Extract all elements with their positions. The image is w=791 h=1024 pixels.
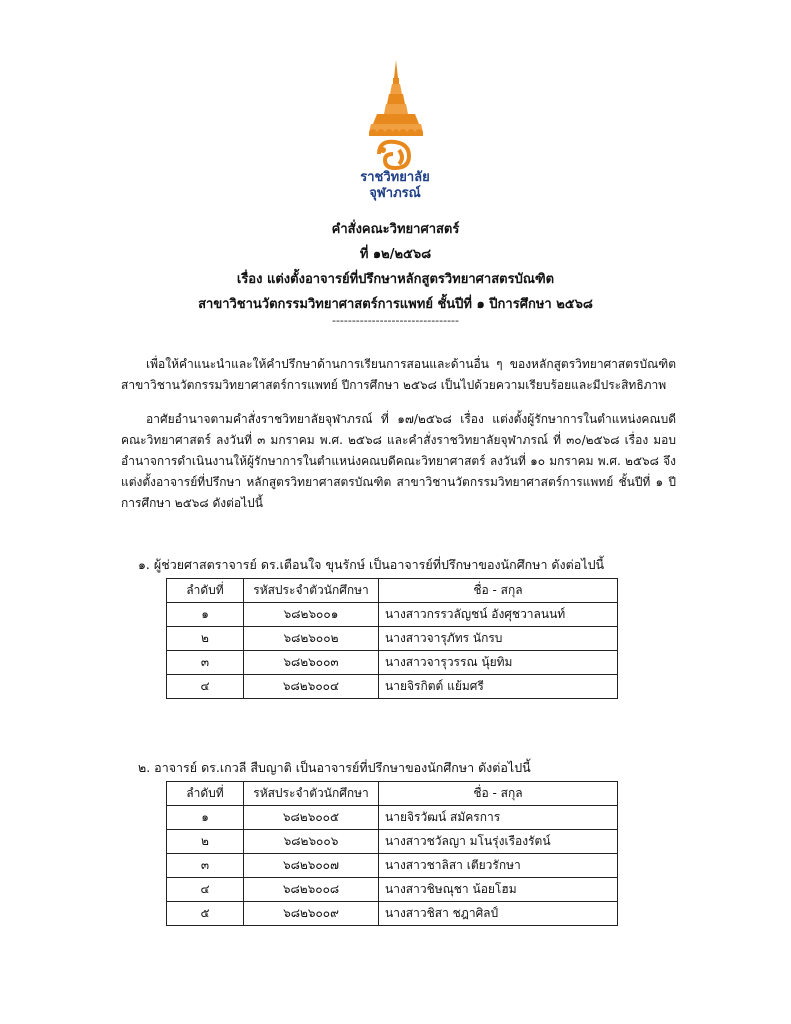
cell-no: ๕ [167,902,244,926]
cell-student-id: ๖๘๒๖๐๐๘ [244,878,379,902]
cell-name: นางสาวจารุวรรณ นุ้ยทิม [379,651,618,675]
cell-name: นายจิรวัฒน์ สมัครการ [379,806,618,830]
cell-student-id: ๖๘๒๖๐๐๙ [244,902,379,926]
table-row [167,830,618,854]
column-header-student-id: รหัสประจำตัวนักศึกษา [244,782,379,806]
cell-student-id: ๖๘๒๖๐๐๒ [244,627,379,651]
cell-name: นางสาวกรรวลัญชน์ อังศุชวาลนนท์ [379,603,618,627]
cell-no: ๔ [167,878,244,902]
table-row [167,675,618,699]
cell-name: นางสาวชวัลญา มโนรุ่งเรืองรัตน์ [379,830,618,854]
cell-no: ๒ [167,627,244,651]
column-header-student-id: รหัสประจำตัวนักศึกษา [244,579,379,603]
cell-no: ๓ [167,651,244,675]
table-row [167,878,618,902]
order-title: คำสั่งคณะวิทยาศาสตร์ [331,222,460,237]
cell-name: นางสาวจารุภัทร นักรบ [379,627,618,651]
subject-line-2: สาขาวิชานวัตกรรมวิทยาศาสตร์การแพทย์ ชั้นปีที่ ๑ ปีการศึกษา ๒๕๖๘ [198,297,593,312]
cell-student-id: ๖๘๒๖๐๐๖ [244,830,379,854]
order-number: ที่ ๑๒/๒๕๖๘ [359,247,432,262]
column-header-name: ชื่อ - สกุล [379,579,618,603]
cell-student-id: ๖๘๒๖๐๐๗ [244,854,379,878]
advisor-table-1 [166,578,618,699]
table-header-row [167,579,618,603]
cell-no: ๑ [167,603,244,627]
paragraph-purpose: เพื่อให้คำแนะนำและให้คำปรึกษาด้านการเรียนการสอนและด้านอื่น ๆ ของหลักสูตรวิทยาศาสตรบัณฑิต สาขาวิชานวัตกรรมวิทยาศาสตร์การแพทย์ ปีการศึกษา ๒๕๖๘ เป็นไปด้วยความเรียบร้อยและมีประสิทธิภาพ [121,357,676,392]
cell-student-id: ๖๘๒๖๐๐๑ [244,603,379,627]
subject-line-1: เรื่อง แต่งตั้งอาจารย์ที่ปรึกษาหลักสูตรวิทยาศาสตรบัณฑิต [236,272,555,287]
table-row [167,627,618,651]
separator-line: -------------------------------- [331,314,459,327]
cell-student-id: ๖๘๒๖๐๐๔ [244,675,379,699]
section-2-heading: ๒. อาจารย์ ดร.เกวลี สืบญาติ เป็นอาจารย์ที่ปรึกษาของนักศึกษา ดังต่อไปนี้ [138,760,531,775]
table-row [167,603,618,627]
table-header-row [167,782,618,806]
section-1-heading: ๑. ผู้ช่วยศาสตราจารย์ ดร.เตือนใจ ขุนรักษ์ เป็นอาจารย์ที่ปรึกษาของนักศึกษา ดังต่อไปนี้ [138,557,605,572]
cell-student-id: ๖๘๒๖๐๐๓ [244,651,379,675]
column-header-name: ชื่อ - สกุล [379,782,618,806]
table-row [167,806,618,830]
cell-name: นางสาวชิสา ชฎาศิลป์ [379,902,618,926]
cell-no: ๒ [167,830,244,854]
logo-text-line2: จุฬาภรณ์ [369,186,421,201]
cell-student-id: ๖๘๒๖๐๐๕ [244,806,379,830]
cell-no: ๓ [167,854,244,878]
university-emblem-logo [365,58,427,188]
table-row [167,651,618,675]
logo-text-line1: ราชวิทยาลัย [360,170,430,185]
cell-no: ๔ [167,675,244,699]
table-row [167,854,618,878]
advisor-table-2 [166,781,618,926]
column-header-no: ลำดับที่ [167,782,244,806]
table-row [167,902,618,926]
column-header-no: ลำดับที่ [167,579,244,603]
cell-name: นางสาวชิษณุชา น้อยโฮม [379,878,618,902]
cell-name: นายจิรกิตต์ แย้มศรี [379,675,618,699]
cell-name: นางสาวชาลิสา เตียวรักษา [379,854,618,878]
cell-no: ๑ [167,806,244,830]
paragraph-authority: อาศัยอำนาจตามคำสั่งราชวิทยาลัยจุฬาภรณ์ ที่ ๑๗/๒๕๖๘ เรื่อง แต่งตั้งผู้รักษาการในตำแหน่งคณบดีคณะวิทยาศาสตร์ ลงวันที่ ๓ มกราคม พ.ศ. ๒๕๖๘ และคำสั่งราชวิทยาลัยจุฬาภรณ์ ที่ ๓๐/๒๕๖๘ เรื่อง มอบอำนาจการดำเนินงานให้ผู้รักษาการในตำแหน่งคณบดีคณะวิทยาศาสตร์ ลงวันที่ ๑๐ มกราคม พ.ศ. ๒๕๖๘ จึงแต่งตั้งอาจารย์ที่ปรึกษา หลักสูตรวิทยาศาสตรบัณฑิต สาขาวิชานวัตกรรมวิทยาศาสตร์การแพทย์ ชั้นปีที่ ๑ ปีการศึกษา ๒๕๖๘ ดังต่อไปนี้ [121,412,676,510]
